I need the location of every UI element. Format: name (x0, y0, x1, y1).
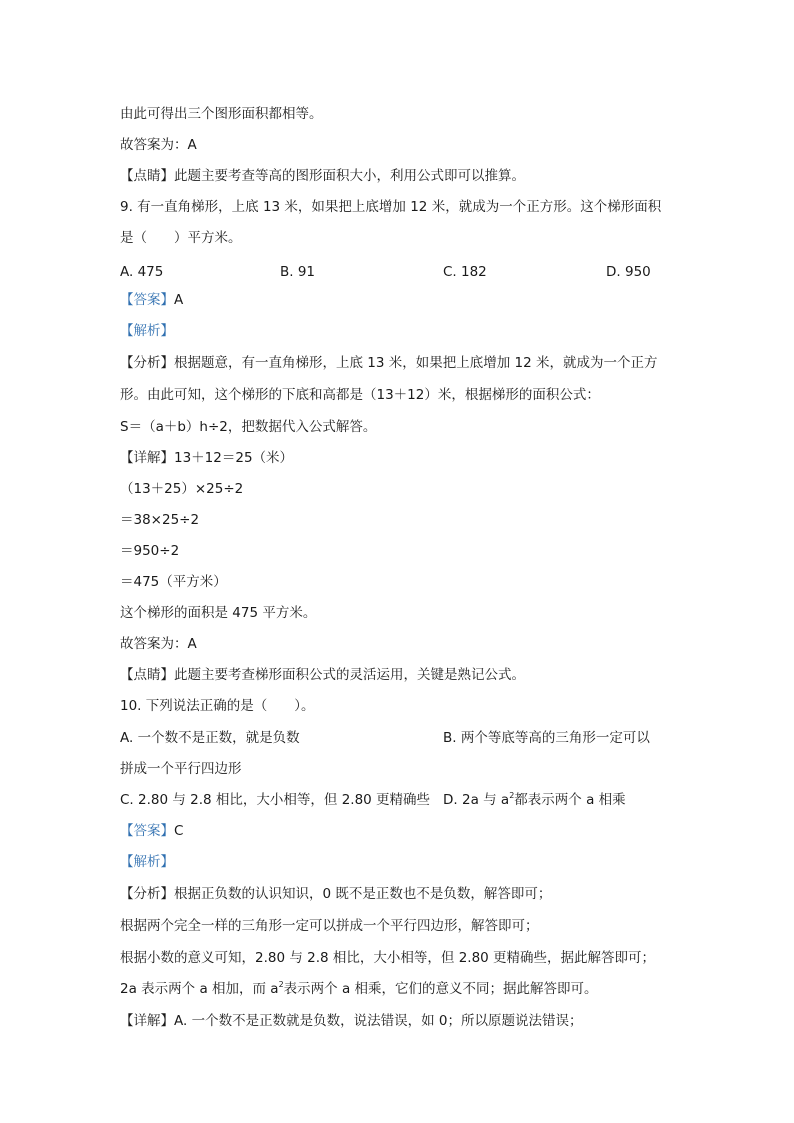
analysis-text: 根据正负数的认识知识，0 既不是正数也不是负数，解答即可； (174, 886, 552, 902)
answer-value: C (174, 823, 184, 839)
q9-analysis-line2: 形。由此可知，这个梯形的下底和高都是（13＋12）米，根据梯形的面积公式： (120, 387, 600, 403)
question-9-line2: 是（ ）平方米。 (120, 230, 242, 246)
analysis-text: 表示两个 a 相乘，它们的意义不同；据此解答即可。 (283, 981, 598, 997)
option-d-text: 都表示两个 a 相乘 (514, 792, 626, 808)
q10-option-c: C. 2.80 与 2.8 相比，大小相等，但 2.80 更精确些 (120, 792, 431, 808)
analysis-label: 【分析】 (120, 355, 174, 371)
superscript: 2 (509, 791, 515, 800)
q10-analysis-line4 (120, 980, 598, 998)
q10-option-b-cont: 拼成一个平行四边形 (120, 761, 242, 777)
dianjing-text: 此题主要考查梯形面积公式的灵活运用，关键是熟记公式。 (174, 667, 525, 683)
q9-option-c: C. 182 (443, 264, 487, 280)
q10-option-d (443, 791, 626, 809)
q10-analysis-line1 (120, 885, 551, 903)
calc-line: ＝38×25÷2 (120, 512, 200, 528)
analysis-label: 【分析】 (120, 886, 174, 902)
q9-dianjing-line (120, 666, 525, 684)
text-line: 故答案为：A (120, 636, 197, 652)
q10-answer (120, 822, 183, 840)
q9-jiexi-label: 【解析】 (120, 323, 174, 339)
text-line: 这个梯形的面积是 475 平方米。 (120, 605, 317, 621)
q9-option-b: B. 91 (280, 264, 316, 280)
q10-analysis-line3: 根据小数的意义可知，2.80 与 2.8 相比，大小相等，但 2.80 更精确些，据此解答即可； (120, 950, 656, 966)
answer-value: A (174, 292, 184, 308)
q9-answer (120, 291, 183, 309)
detail-label: 【详解】 (120, 1013, 174, 1029)
analysis-text: 根据题意，有一直角梯形，上底 13 米，如果把上底增加 12 米，就成为一个正方 (174, 355, 658, 371)
q10-option-b: B. 两个等底等高的三角形一定可以 (443, 730, 650, 746)
dianjing-label: 【点睛】 (120, 667, 174, 683)
detail-text: 13＋12＝25（米） (174, 450, 294, 466)
q9-analysis-line1 (120, 354, 658, 372)
detail-text: A. 一个数不是正数就是负数，说法错误，如 0；所以原题说法错误； (174, 1013, 583, 1029)
q10-analysis-line2: 根据两个完全一样的三角形一定可以拼成一个平行四边形，解答即可； (120, 918, 539, 934)
superscript: 2 (278, 980, 284, 989)
dianjing-text: 此题主要考查等高的图形面积大小，利用公式即可以推算。 (174, 168, 525, 184)
q10-option-a: A. 一个数不是正数，就是负数 (120, 730, 300, 746)
calc-line: ＝475（平方米） (120, 574, 227, 590)
q9-option-a: A. 475 (120, 264, 164, 280)
q10-jiexi-label: 【解析】 (120, 854, 174, 870)
dianjing-label: 【点睛】 (120, 168, 174, 184)
q9-detail-line (120, 449, 293, 467)
calc-line: （13＋25）×25÷2 (120, 481, 244, 497)
question-10-line: 10. 下列说法正确的是（ ）。 (120, 698, 315, 714)
question-9-line1: 9. 有一直角梯形，上底 13 米，如果把上底增加 12 米，就成为一个正方形。这个梯形面积 (120, 199, 662, 215)
text-line: 故答案为：A (120, 137, 197, 153)
text-line (120, 167, 525, 185)
answer-label: 【答案】 (120, 292, 174, 308)
answer-label: 【答案】 (120, 823, 174, 839)
detail-label: 【详解】 (120, 450, 174, 466)
q10-detail-line (120, 1012, 582, 1030)
option-d-text: D. 2a 与 a (443, 792, 510, 808)
text-line: 由此可得出三个图形面积都相等。 (120, 106, 323, 122)
calc-line: ＝950÷2 (120, 543, 180, 559)
analysis-text: 2a 表示两个 a 相加，而 a (120, 981, 279, 997)
q9-option-d: D. 950 (606, 264, 651, 280)
q9-analysis-line3: S＝（a＋b）h÷2，把数据代入公式解答。 (120, 419, 377, 435)
